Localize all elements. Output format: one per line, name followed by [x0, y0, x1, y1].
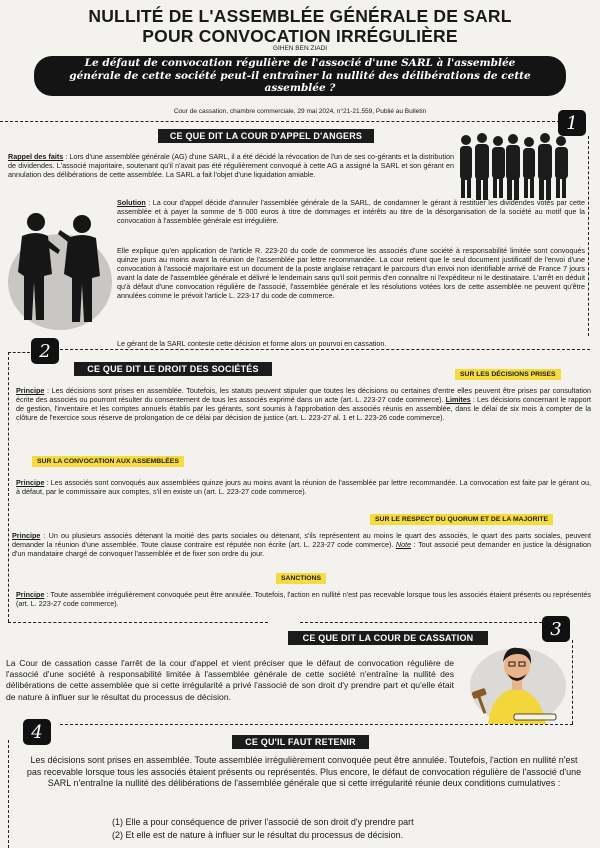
cassation-paragraph: La Cour de cassation casse l'arrêt de la cour d'appel et vient préciser que le défaut de convocation régulière de l'associé d'une société à responsabilité limitée à l'assemblée générale de cette société n'entraîne la nullité des délibérations de cette assemblée que si cette irrégularité a privé l'associé de son droit d'y prendre part et qu'elle était de nature à influer sur le résultat du processus de décision. — [6, 658, 454, 702]
judge-gavel-icon — [458, 638, 568, 724]
two-people-talking-icon — [4, 204, 112, 330]
principe-decisions-paragraph: Principe : Les décisions sont prises en assemblée. Toutefois, les statuts peuvent stipuler que toutes les décisions ou certaines d'entre elles peuvent être prises par consultation écrite des associés ou pourront résulter du consentement de tous les associés exprimé dans un acte (art. L. 223-27 code commerce). Limites : Les décisions concernant le rapport de gestion, l'inventaire et les comptes annuels établis par les gérants, sont soumis à l'approbation des associés réunis en assemblée, dans le délai de six mois à compter de la clôture de l'exercice sous réserve de prolongation de ce délai par décision de justice (art. L. 223-27 al. 1 et L. 223-26 code commerce). — [16, 386, 592, 423]
appeal-paragraph: Le gérant de la SARL conteste cette décision et forme alors un pourvoi en cassation. — [117, 339, 387, 348]
topic-quorum: SUR LE RESPECT DU QUORUM ET DE LA MAJORITE — [370, 514, 553, 525]
topic-sanctions: SANCTIONS — [276, 573, 326, 584]
explanation-paragraph: Elle explique qu'en application de l'article R. 223-20 du code de commerce les associés d'une société à responsabilité limitée sont convoqués quinze jours au moins avant la réunion de l'assemblée par lettre recommandée. La cour retient que le seul document justificatif de l'envoi d'une convocation à l'associé majoritaire est un document de la poste anglaise retraçant le parcours d'un envoi non identifiable arrivé de France 7 jours avant la date de l'assemblée générale et délivré le lendemain sans qu'il soit permis d'en connaître ni l'expéditeur ni le destinataire. L'arrêt en déduit qu'à défaut d'une convocation régulière de l'associé, l'assemblée générale et les résolutions votées lors de cette assemblée ne peuvent qu'être annulées comme le prévoit l'article L. 223-17 du code de commerce. — [117, 246, 585, 301]
principe-convocation-paragraph: Principe : Les associés sont convoqués aux assemblées quinze jours au moins avant la réunion de l'assemblée par lettre recommandée. La convocation est faite par le gérant ou, à défaut, par le commissaire aux comptes, s'il en existe un (art. L. 223-27 code commerce). — [16, 478, 591, 497]
section1-border-top — [0, 121, 560, 122]
section1-heading: CE QUE DIT LA COUR D'APPEL D'ANGERS — [158, 129, 374, 143]
source-citation: Cour de cassation, chambre commerciale, 29 mai 2024, n°21-21.559, Publié au Bulletin — [173, 108, 427, 115]
section3-border-top — [300, 622, 542, 623]
topic-decisions: SUR LES DÉCISIONS PRISES — [455, 369, 561, 380]
section2-border-top — [8, 352, 30, 353]
page-title: NULLITÉ DE L'ASSEMBLÉE GÉNÉRALE DE SARL POUR CONVOCATION IRRÉGULIÈRE — [88, 6, 512, 46]
section1-border-bottom — [60, 349, 590, 350]
question-banner: Le défaut de convocation régulière de l'associé d'une SARL à l'assemblée générale de cette société peut-il entraîner la nullité des délibérations de cette assemblée ? — [34, 56, 566, 96]
section2-border-bottom — [8, 622, 268, 623]
section2-border-left — [8, 352, 9, 622]
principe-quorum-paragraph: Principe : Un ou plusieurs associés détenant la moitié des parts sociales ou détenant, s'ils représentent au moins le quart des associés, le quart des parts sociales, peuvent demander la réunion d'une assemblée. Toute clause contraire est réputée non écrite (art. L. 223-27 code commerce). Note : Tout associé peut demander en justice la désignation d'un mandataire chargé de convoquer l'assemblée et de fixer son ordre du jour. — [12, 531, 591, 559]
condition-item-1: (1) Elle a pour conséquence de priver l'associé de son droit d'y prendre part — [112, 817, 414, 827]
section2-badge: 2 — [31, 338, 59, 364]
section3-border-right — [572, 640, 573, 724]
section2-heading: CE QUE DIT LE DROIT DES SOCIÉTÉS — [74, 362, 272, 376]
section1-border-right — [588, 136, 589, 336]
author: GIHEN BEN ZIADI — [272, 45, 328, 52]
section1-badge: 1 — [558, 110, 586, 136]
section4-border-left — [8, 740, 9, 848]
principe-sanctions-paragraph: Principe : Toute assemblée irrégulièrement convoquée peut être annulée. Toutefois, l'action en nullité n'est pas recevable lorsque tous les associés étaient présents ou représentés (art. L. 223-27 code commerce). — [16, 590, 591, 609]
facts-paragraph: Rappel des faits : Lors d'une assemblée générale (AG) d'une SARL, il a été décidé la révocation de l'un de ses co-gérants et la distribution de dividendes. L'associé majoritaire, soutenant qu'il n'avait pas été régulièrement convoqué à cette AG a assigné la SARL et son gérant en annulation des délibérations de cette assemblée. La SARL a fait l'objet d'une liquidation amiable. — [8, 152, 455, 180]
group-silhouettes-icon — [456, 132, 571, 200]
section3-badge: 3 — [542, 616, 570, 642]
condition-item-2: (2) Et elle est de nature à influer sur le résultat du processus de décision. — [112, 830, 404, 840]
section4-badge: 4 — [23, 719, 51, 745]
takeaway-paragraph: Les décisions sont prises en assemblée. Toute assemblée irrégulièrement convoquée peut être annulée. Toutefois, l'action en nullité n'est pas recevable lorsque tous les associés étaient présents ou représentés. Plus encore, le défaut de convocation régulière de l'associé d'une SARL n'entraîne la nullité des délibérations de l'assemblée générale que si cette irrégularité réunie deux conditions cumulatives : — [26, 755, 582, 789]
section4-heading: CE QU'IL FAUT RETENIR — [232, 735, 369, 749]
section3-heading: CE QUE DIT LA COUR DE CASSATION — [288, 631, 488, 645]
solution-paragraph: Solution : La cour d'appel décide d'annuler l'assemblée générale de la SARL, de condamner le gérant à restituer les dividendes votés par cette assemblée et à payer la somme de 5 000 euros à titre de dommages et intérêts au titre de la désorganisation de la société au motif que la convocation à l'assemblée générale est irrégulière. — [117, 198, 585, 226]
topic-convocation: SUR LA CONVOCATION AUX ASSEMBLÉES — [32, 456, 184, 467]
section3-border-bottom — [60, 724, 573, 725]
